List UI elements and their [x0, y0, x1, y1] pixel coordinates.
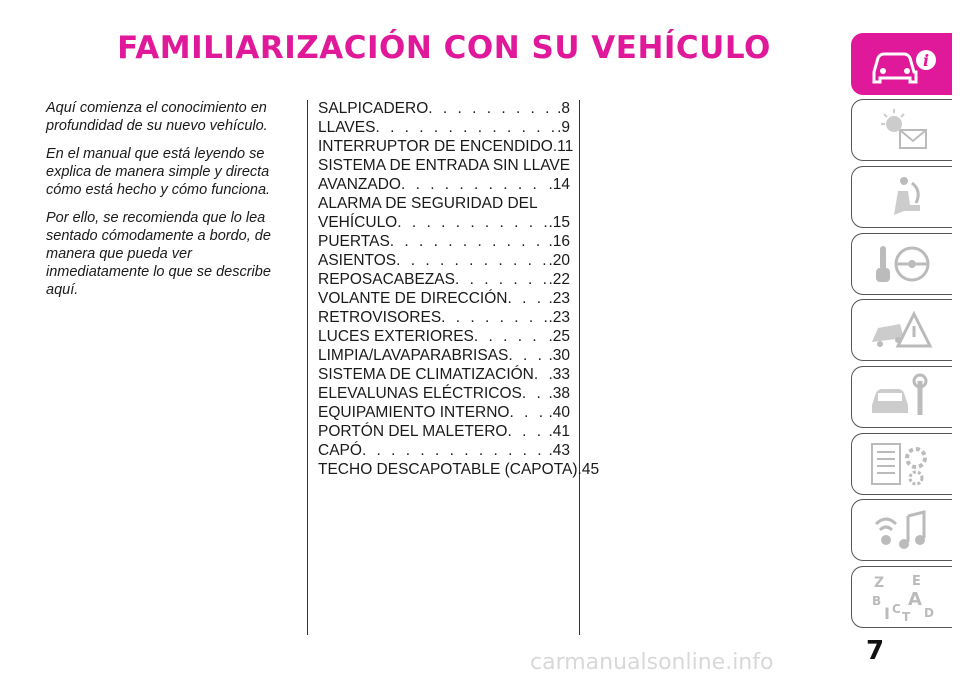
- toc-leader-dots: [534, 365, 549, 384]
- seat-airbag-icon: [864, 171, 940, 223]
- toc-entry-title: RETROVISORES: [318, 309, 442, 326]
- toc-entry-title: ASIENTOS: [318, 252, 397, 269]
- toc-entry[interactable]: [318, 232, 570, 251]
- toc-leader-dots: [441, 308, 548, 327]
- toc-leader-dots: [396, 251, 548, 270]
- toc-leader-dots: [474, 327, 549, 346]
- toc-entry-title: PORTÓN DEL MALETERO: [318, 423, 508, 440]
- toc-entry-title: VEHÍCULO: [318, 214, 398, 231]
- intro-paragraph: Por ello, se recomienda que lo lea sentado cómodamente a bordo, de manera que pueda ver inmediatamente lo que se describe aquí.: [46, 210, 271, 298]
- tab-warning-lights[interactable]: [851, 99, 952, 161]
- toc-page-number: .14: [548, 176, 570, 193]
- toc-page-number: .38: [548, 385, 570, 402]
- svg-text:T: T: [902, 610, 911, 623]
- toc-page-number: .25: [548, 328, 570, 345]
- toc-page-number: .11: [552, 138, 574, 155]
- toc-page-number: .30: [548, 347, 570, 364]
- toc-entry[interactable]: [318, 441, 570, 460]
- toc-leader-dots: [508, 346, 548, 365]
- toc-page-number: .16: [548, 233, 570, 250]
- toc-page-number: .22: [548, 271, 570, 288]
- tab-servicing[interactable]: [851, 366, 952, 428]
- toc-entry[interactable]: [318, 251, 570, 270]
- tab-car-info[interactable]: [851, 33, 952, 95]
- toc-entry[interactable]: [318, 156, 570, 194]
- car-crash-warning-icon: [864, 304, 940, 356]
- toc-entry-title: LUCES EXTERIORES: [318, 328, 474, 345]
- toc-entry-title: AVANZADO: [318, 176, 401, 193]
- toc-entry[interactable]: [318, 403, 570, 422]
- specs-gear-icon: [864, 438, 940, 490]
- toc-page-number: .40: [548, 404, 570, 421]
- svg-text:Z: Z: [874, 575, 885, 591]
- column-divider: [579, 100, 580, 635]
- svg-text:i: i: [922, 51, 930, 70]
- toc-leader-dots: [522, 384, 549, 403]
- toc-entry-title: LLAVES: [318, 119, 376, 136]
- svg-text:B: B: [872, 594, 882, 608]
- toc-page-number: .8: [557, 100, 570, 117]
- tab-emergency[interactable]: [851, 299, 952, 361]
- toc-leader-dots: [362, 441, 549, 460]
- table-of-contents: [318, 99, 600, 479]
- toc-page-number: .9: [557, 119, 570, 136]
- toc-page-number: .23: [548, 290, 570, 307]
- toc-page-number: .33: [548, 366, 570, 383]
- toc-page-number: .20: [548, 252, 570, 269]
- toc-leader-dots: [401, 175, 548, 194]
- toc-entry-title: LIMPIA/LAVAPARABRISAS: [318, 347, 509, 364]
- toc-entry[interactable]: [318, 118, 570, 137]
- tab-index[interactable]: [851, 566, 952, 628]
- key-steering-wheel-icon: [864, 238, 940, 290]
- toc-entry-title: SISTEMA DE ENTRADA SIN LLAVE: [318, 157, 571, 174]
- toc-entry[interactable]: [318, 308, 570, 327]
- tab-technical-data[interactable]: [851, 433, 952, 495]
- toc-entry[interactable]: [318, 194, 570, 232]
- warning-lights-message-icon: [864, 104, 940, 156]
- toc-leader-dots: [507, 422, 548, 441]
- svg-text:E: E: [912, 574, 921, 589]
- page-number: 7: [866, 636, 885, 666]
- toc-page-number: .43: [548, 442, 570, 459]
- car-service-wrench-icon: [864, 371, 940, 423]
- tab-multimedia[interactable]: [851, 499, 952, 561]
- toc-leader-dots: [507, 289, 548, 308]
- toc-entry[interactable]: [318, 422, 570, 441]
- toc-entry-title: PUERTAS: [318, 233, 390, 250]
- intro-paragraph: En el manual que está leyendo se explica de manera simple y directa cómo está hecho y cómo funciona.: [46, 146, 271, 198]
- toc-entry[interactable]: [318, 384, 570, 403]
- toc-page-number: .41: [548, 423, 570, 440]
- watermark: carmanualsonline.info: [530, 650, 774, 675]
- page-title: FAMILIARIZACIÓN CON SU VEHÍCULO: [117, 30, 771, 66]
- toc-page-number: .45: [577, 461, 600, 478]
- tab-safety[interactable]: [851, 166, 952, 228]
- intro-paragraph: Aquí comienza el conocimiento en profundidad de su nuevo vehículo.: [46, 100, 268, 134]
- toc-entry-title: SALPICADERO: [318, 100, 429, 117]
- toc-leader-dots: [509, 403, 548, 422]
- toc-leader-dots: [455, 270, 548, 289]
- toc-entry[interactable]: [318, 270, 570, 289]
- toc-entry[interactable]: [318, 137, 574, 156]
- toc-entry-title: TECHO DESCAPOTABLE (CAPOTA): [318, 461, 578, 478]
- column-divider: [307, 100, 308, 635]
- svg-text:D: D: [924, 606, 934, 620]
- toc-leader-dots: [390, 232, 549, 251]
- svg-text:I: I: [884, 604, 890, 623]
- toc-page-number: .23: [548, 309, 570, 326]
- toc-entry[interactable]: [318, 289, 570, 308]
- toc-leader-dots: [428, 99, 557, 118]
- toc-entry[interactable]: [318, 327, 570, 346]
- toc-entry-title: ELEVALUNAS ELÉCTRICOS: [318, 385, 522, 402]
- multimedia-music-icon: [864, 504, 940, 556]
- car-info-icon: [864, 38, 940, 90]
- alphabetical-index-icon: [864, 571, 940, 623]
- toc-page-number: .15: [548, 214, 570, 231]
- tab-starting-driving[interactable]: [851, 233, 952, 295]
- toc-entry-title: REPOSACABEZAS: [318, 271, 455, 288]
- toc-entry-title: ALARMA DE SEGURIDAD DEL: [318, 195, 538, 212]
- svg-text:C: C: [892, 602, 901, 616]
- toc-entry-title: VOLANTE DE DIRECCIÓN: [318, 290, 508, 307]
- intro-text: [46, 99, 296, 309]
- toc-leader-dots: [397, 213, 548, 232]
- toc-leader-dots: [375, 118, 557, 137]
- toc-entry-title: EQUIPAMIENTO INTERNO: [318, 404, 510, 421]
- toc-entry[interactable]: [318, 346, 570, 365]
- svg-text:A: A: [908, 589, 922, 610]
- toc-entry[interactable]: [318, 365, 570, 384]
- toc-entry-title: CAPÓ: [318, 442, 362, 459]
- toc-entry[interactable]: [318, 460, 600, 479]
- toc-entry[interactable]: [318, 99, 570, 118]
- toc-entry-title: INTERRUPTOR DE ENCENDIDO: [318, 138, 553, 155]
- toc-entry-title: SISTEMA DE CLIMATIZACIÓN: [318, 366, 534, 383]
